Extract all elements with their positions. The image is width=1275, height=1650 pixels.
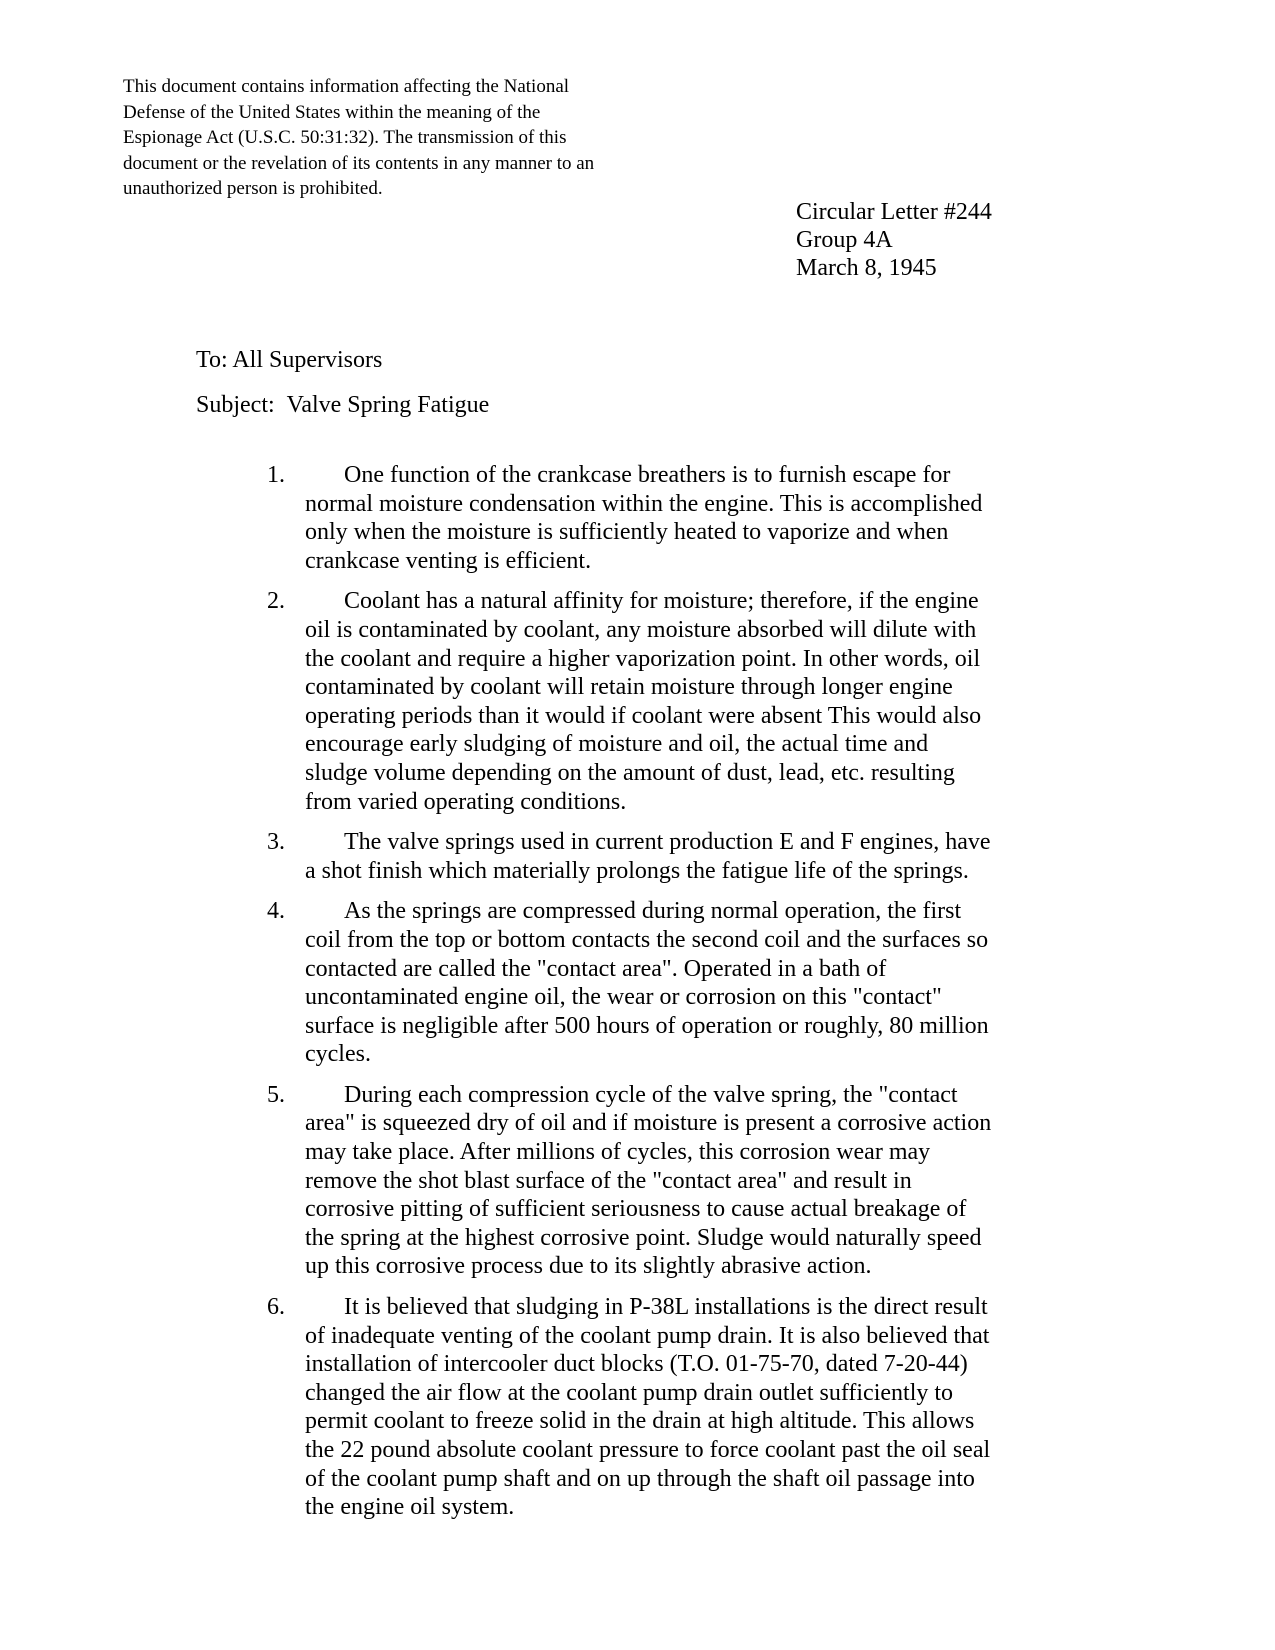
paragraph-item <box>267 828 1027 885</box>
paragraph-text <box>305 828 1027 885</box>
circular-number: Circular Letter #244 <box>796 199 992 225</box>
paragraph-line: surface is negligible after 500 hours of operation or roughly, 80 million <box>305 1012 989 1039</box>
paragraph-item <box>267 587 1027 816</box>
security-notice <box>123 74 653 202</box>
paragraph-number: 3. <box>267 829 285 856</box>
group-label: Group 4A <box>796 227 893 253</box>
notice-line: Espionage Act (U.S.C. 50:31:32). The transmission of this <box>123 127 567 148</box>
paragraph-item <box>267 897 1027 1069</box>
paragraph-line: from varied operating conditions. <box>305 788 627 815</box>
paragraph-number: 5. <box>267 1081 285 1108</box>
paragraph-line: The valve springs used in current production E and F engines, have <box>344 829 991 856</box>
paragraph-line: Coolant has a natural affinity for moisture; therefore, if the engine <box>344 588 979 615</box>
paragraph-text <box>305 1081 1027 1281</box>
paragraph-line: changed the air flow at the coolant pump drain outlet sufficiently to <box>305 1379 954 1406</box>
paragraph-text <box>305 587 1027 816</box>
paragraph-line: installation of intercooler duct blocks (T.O. 01-75-70, dated 7-20-44) <box>305 1351 968 1378</box>
paragraph-line: the engine oil system. <box>305 1494 515 1521</box>
subject-line <box>196 391 489 419</box>
paragraph-line: of inadequate venting of the coolant pump drain. It is also believed that <box>305 1322 990 1349</box>
paragraph-item <box>267 1293 1027 1522</box>
paragraph-line: coil from the top or bottom contacts the second coil and the surfaces so <box>305 926 989 953</box>
letter-date: March 8, 1945 <box>796 255 937 281</box>
paragraph-line: the spring at the highest corrosive point. Sludge would naturally speed <box>305 1224 982 1251</box>
paragraph-line: permit coolant to freeze solid in the drain at high altitude. This allows <box>305 1408 975 1435</box>
paragraph-item <box>267 1081 1027 1281</box>
paragraph-line: normal moisture condensation within the engine. This is accomplished <box>305 490 983 517</box>
paragraph-line: may take place. After millions of cycles, this corrosion wear may <box>305 1139 931 1166</box>
paragraph-line: As the springs are compressed during normal operation, the first <box>344 898 962 925</box>
paragraph-line: cycles. <box>305 1041 371 1068</box>
paragraph-line: During each compression cycle of the valve spring, the "contact <box>344 1081 958 1108</box>
paragraph-number: 2. <box>267 588 285 615</box>
paragraph-line: encourage early sludging of moisture and oil, the actual time and <box>305 731 929 758</box>
paragraph-line: operating periods than it would if coolant were absent This would also <box>305 702 982 729</box>
paragraph-line: oil is contaminated by coolant, any moisture absorbed will dilute with <box>305 616 977 643</box>
paragraph-line: the 22 pound absolute coolant pressure to force coolant past the oil seal <box>305 1437 991 1463</box>
subject-value: Valve Spring Fatigue <box>286 392 490 418</box>
recipient-line: To: All Supervisors <box>196 347 383 373</box>
paragraph-line: the coolant and require a higher vaporization point. In other words, oil <box>305 645 981 672</box>
subject-label: Subject: <box>196 392 275 418</box>
paragraph-item <box>267 461 1027 575</box>
paragraph-line: uncontaminated engine oil, the wear or corrosion on this "contact" <box>305 984 942 1011</box>
paragraph-line: corrosive pitting of sufficient seriousness to cause actual breakage of <box>305 1196 967 1223</box>
paragraph-number: 4. <box>267 898 285 925</box>
paragraph-line: contaminated by coolant will retain moisture through longer engine <box>305 674 953 701</box>
paragraph-line: It is believed that sludging in P-38L installations is the direct result <box>344 1294 988 1321</box>
paragraph-line: crankcase venting is efficient. <box>305 547 592 574</box>
paragraph-line: One function of the crankcase breathers is to furnish escape for <box>344 462 951 488</box>
notice-line: This document contains information affecting the National <box>123 76 570 97</box>
notice-line: Defense of the United States within the meaning of the <box>123 101 541 123</box>
paragraph-line: area" is squeezed dry of oil and if moisture is present a corrosive action <box>305 1110 992 1137</box>
notice-line: document or the revelation of its contents in any manner to an <box>123 152 595 174</box>
numbered-paragraphs <box>267 461 1027 1534</box>
paragraph-number: 1. <box>267 462 285 488</box>
paragraph-line: remove the shot blast surface of the "contact area" and result in <box>305 1167 912 1194</box>
paragraph-line: up this corrosive process due to its slightly abrasive action. <box>305 1253 872 1280</box>
paragraph-text <box>305 461 1027 575</box>
paragraph-line: only when the moisture is sufficiently heated to vaporize and when <box>305 519 949 546</box>
paragraph-line: sludge volume depending on the amount of dust, lead, etc. resulting <box>305 759 955 786</box>
paragraph-line: contacted are called the "contact area". Operated in a bath of <box>305 955 887 982</box>
notice-line: unauthorized person is prohibited. <box>123 178 383 199</box>
paragraph-text <box>305 897 1027 1069</box>
paragraph-line: of the coolant pump shaft and on up through the shaft oil passage into <box>305 1465 975 1492</box>
paragraph-line: a shot finish which materially prolongs the fatigue life of the springs. <box>305 857 969 884</box>
paragraph-number: 6. <box>267 1294 285 1321</box>
paragraph-text <box>305 1293 1027 1522</box>
letter-header <box>796 198 992 282</box>
